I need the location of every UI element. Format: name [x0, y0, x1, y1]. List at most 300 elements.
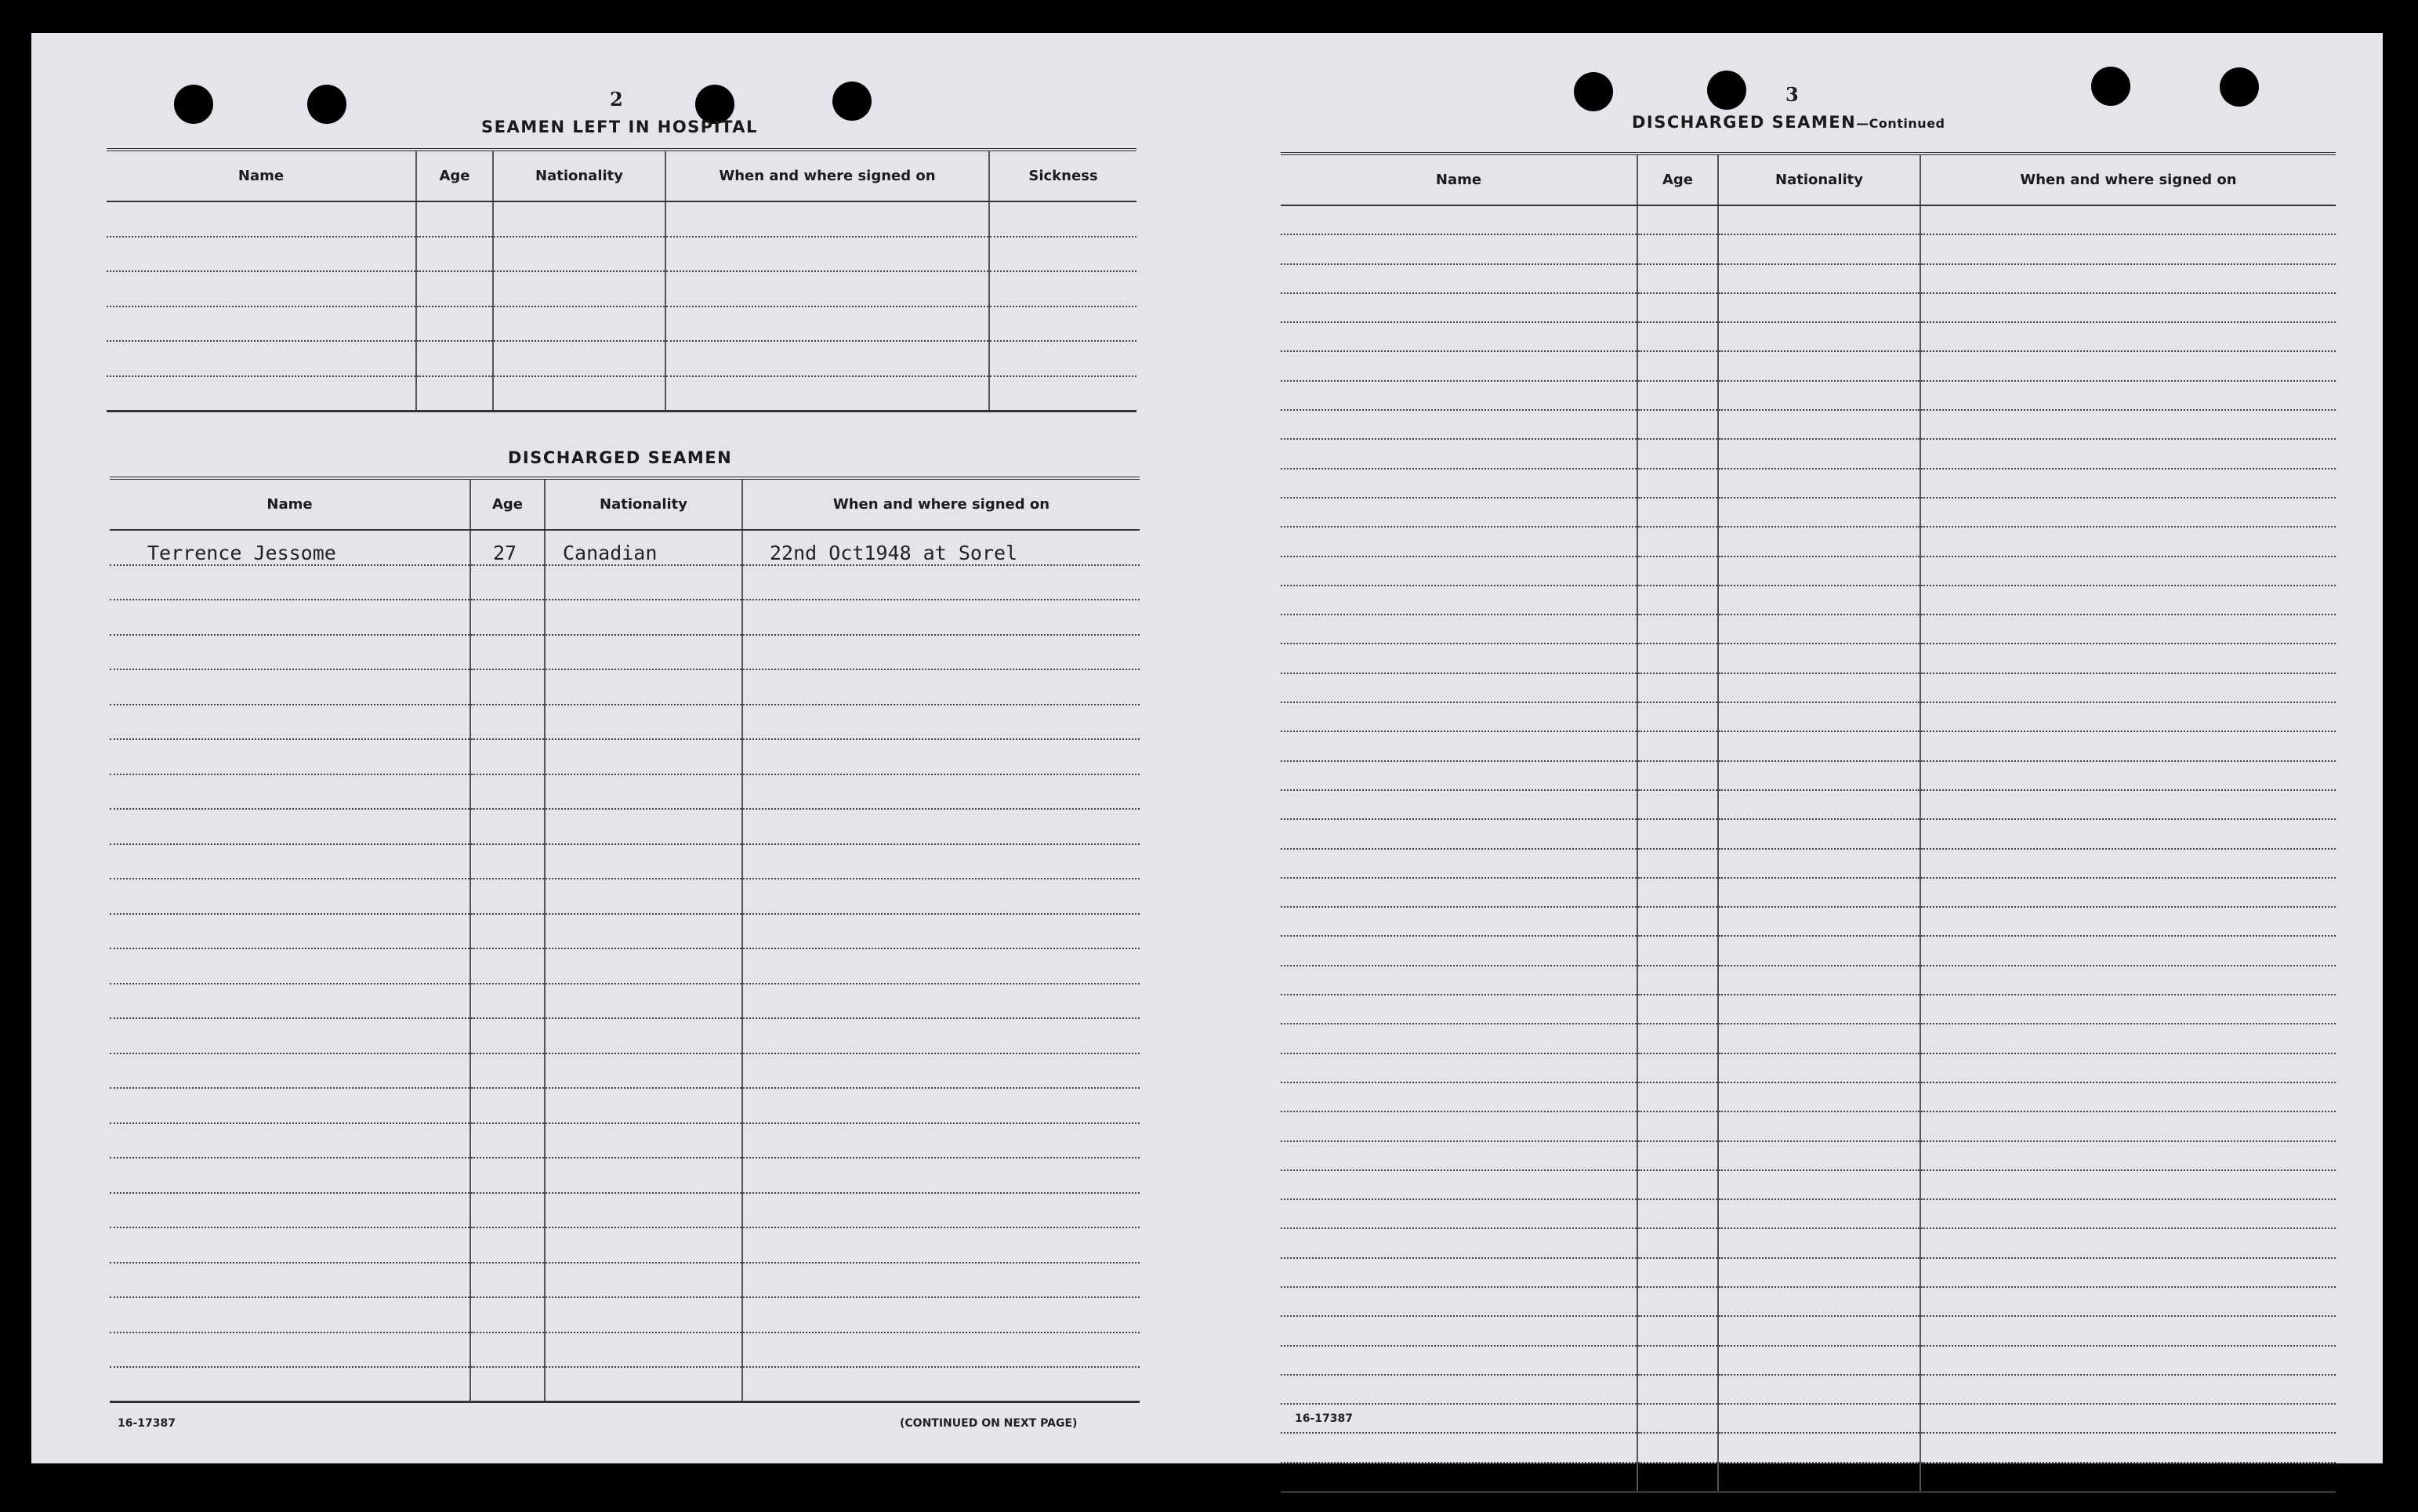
- discharged-cell: [545, 669, 742, 705]
- discharged-continued-cell: [1920, 1433, 2336, 1462]
- discharged-cell: [470, 948, 545, 984]
- discharged-continued-cell: [1281, 234, 1637, 263]
- discharged-cell: [742, 739, 1140, 774]
- column-header-when-and-where-signed-on: When and where signed on: [742, 478, 1140, 530]
- discharged-continued-cell: [1281, 1053, 1637, 1082]
- table-row: [110, 1193, 1140, 1228]
- discharged-continued-cell: [1281, 1346, 1637, 1375]
- discharged-cell: [110, 1123, 470, 1158]
- table-row: [110, 1088, 1140, 1123]
- hospital-cell: [665, 237, 989, 272]
- table-row: [110, 739, 1140, 774]
- discharged-cell: [545, 1123, 742, 1158]
- discharged-continued-cell: [1637, 849, 1718, 878]
- table-row: [110, 1053, 1140, 1089]
- hospital-cell: [989, 306, 1136, 342]
- hospital-cell: [493, 376, 665, 412]
- column-header-age: Age: [416, 150, 493, 201]
- discharged-cell: 27: [470, 530, 545, 565]
- column-header-age: Age: [1637, 154, 1718, 205]
- discharged-continued-cell: [1718, 1346, 1920, 1375]
- discharged-continued-table: [1281, 152, 2336, 1493]
- discharged-continued-cell: [1718, 1141, 1920, 1170]
- discharged-continued-cell: [1718, 527, 1920, 556]
- discharged-cell: [110, 1227, 470, 1263]
- discharged-continued-cell: [1637, 907, 1718, 936]
- discharged-cell: [470, 1088, 545, 1123]
- discharged-continued-cell: [1281, 966, 1637, 995]
- discharged-cell: [545, 1227, 742, 1263]
- table-row: [110, 1158, 1140, 1193]
- discharged-continued-cell: [1920, 1463, 2336, 1492]
- hospital-cell: [416, 237, 493, 272]
- table-row: [1281, 936, 2336, 965]
- discharged-cell: [545, 1018, 742, 1053]
- discharged-cell: [545, 879, 742, 914]
- table-row: [110, 565, 1140, 600]
- discharged-cell: [742, 809, 1140, 844]
- discharged-continued-cell: [1920, 322, 2336, 351]
- discharged-continued-cell: [1637, 1316, 1718, 1345]
- discharged-continued-cell: [1920, 1082, 2336, 1111]
- hospital-cell: [416, 306, 493, 342]
- discharged-continued-cell: [1920, 819, 2336, 848]
- table-row: [110, 705, 1140, 740]
- discharged-continued-cell: [1281, 1199, 1637, 1228]
- column-header-nationality: Nationality: [545, 478, 742, 530]
- discharged-continued-cell: [1718, 586, 1920, 615]
- table-row: [1281, 469, 2336, 498]
- right-section-title: [1632, 113, 1945, 132]
- discharged-cell: [470, 914, 545, 949]
- table-row: [110, 1333, 1140, 1368]
- discharged-continued-cell: [1718, 907, 1920, 936]
- hospital-cell: [493, 341, 665, 376]
- discharged-cell: [545, 984, 742, 1019]
- discharged-cell: [470, 600, 545, 635]
- discharged-continued-cell: [1281, 673, 1637, 702]
- discharged-cell: [110, 1018, 470, 1053]
- discharged-continued-cell: [1718, 381, 1920, 410]
- discharged-continued-cell: [1281, 761, 1637, 790]
- discharged-cell: [545, 1193, 742, 1228]
- table-row: [1281, 878, 2336, 907]
- discharged-continued-cell: [1920, 790, 2336, 819]
- discharged-cell: [545, 1297, 742, 1333]
- table-row: [1281, 819, 2336, 848]
- discharged-continued-cell: [1920, 1375, 2336, 1404]
- discharged-continued-cell: [1637, 557, 1718, 586]
- discharged-cell: [110, 948, 470, 984]
- discharged-continued-cell: [1637, 498, 1718, 527]
- table-row: [1281, 1433, 2336, 1462]
- discharged-continued-cell: [1281, 702, 1637, 731]
- discharged-continued-cell: [1718, 498, 1920, 527]
- table-row: [1281, 439, 2336, 468]
- table-row: [1281, 1404, 2336, 1433]
- discharged-continued-cell: [1718, 673, 1920, 702]
- table-row: [110, 984, 1140, 1019]
- discharged-continued-cell: [1637, 1346, 1718, 1375]
- table-row: [1281, 702, 2336, 731]
- discharged-cell: [470, 879, 545, 914]
- discharged-continued-cell: [1637, 586, 1718, 615]
- hospital-cell: [107, 201, 416, 237]
- table-row: [1281, 1375, 2336, 1404]
- discharged-cell: [742, 705, 1140, 740]
- discharged-continued-cell: [1718, 1111, 1920, 1140]
- column-header-sickness: Sickness: [989, 150, 1136, 201]
- discharged-cell: [110, 1263, 470, 1298]
- discharged-cell: [110, 879, 470, 914]
- discharged-cell: [742, 1367, 1140, 1402]
- table-row: [1281, 644, 2336, 673]
- discharged-cell: [470, 739, 545, 774]
- hospital-cell: [107, 271, 416, 306]
- discharged-continued-cell: [1920, 1111, 2336, 1140]
- discharged-cell: [470, 1158, 545, 1193]
- discharged-continued-cell: [1637, 1404, 1718, 1433]
- discharged-continued-cell: [1281, 819, 1637, 848]
- discharged-continued-cell: [1920, 702, 2336, 731]
- discharged-continued-cell: [1718, 1463, 1920, 1492]
- discharged-continued-cell: [1281, 439, 1637, 468]
- discharged-continued-cell: [1718, 469, 1920, 498]
- table-row: [110, 669, 1140, 705]
- discharged-cell: [110, 1053, 470, 1089]
- discharged-continued-cell: [1718, 1053, 1920, 1082]
- discharged-continued-cell: [1718, 1228, 1920, 1257]
- punch-hole: [307, 85, 346, 124]
- discharged-continued-cell: [1281, 1170, 1637, 1199]
- column-header-name: Name: [107, 150, 416, 201]
- table-row: [107, 376, 1136, 412]
- discharged-cell: [742, 1053, 1140, 1089]
- table-row: [1281, 1287, 2336, 1316]
- discharged-continued-cell: [1637, 673, 1718, 702]
- discharged-continued-cell: [1637, 1375, 1718, 1404]
- discharged-continued-cell: [1637, 936, 1718, 965]
- discharged-continued-cell: [1920, 1199, 2336, 1228]
- discharged-cell: [742, 1263, 1140, 1298]
- discharged-continued-cell: [1920, 1170, 2336, 1199]
- discharged-continued-cell: [1637, 731, 1718, 760]
- table-row: [1281, 907, 2336, 936]
- discharged-continued-cell: [1718, 790, 1920, 819]
- discharged-continued-cell: [1920, 1258, 2336, 1287]
- discharged-continued-cell: [1637, 1170, 1718, 1199]
- discharged-cell: [742, 1018, 1140, 1053]
- table-row: [110, 530, 1140, 565]
- hospital-table: [107, 148, 1136, 412]
- hospital-cell: [665, 271, 989, 306]
- punch-hole: [832, 82, 872, 121]
- right-section-title-text: DISCHARGED SEAMEN: [1632, 113, 1857, 132]
- discharged-continued-cell: [1281, 995, 1637, 1024]
- discharged-continued-cell: [1718, 1375, 1920, 1404]
- discharged-cell: [470, 635, 545, 670]
- discharged-cell: [110, 809, 470, 844]
- discharged-cell: [110, 600, 470, 635]
- hospital-cell: [665, 201, 989, 237]
- discharged-continued-cell: [1637, 205, 1718, 234]
- discharged-continued-cell: [1637, 615, 1718, 644]
- table-row: [110, 774, 1140, 810]
- discharged-continued-cell: [1718, 849, 1920, 878]
- discharged-continued-cell: [1281, 615, 1637, 644]
- discharged-continued-cell: [1281, 1258, 1637, 1287]
- discharged-table: [110, 477, 1140, 1403]
- table-row: [1281, 1053, 2336, 1082]
- discharged-continued-cell: [1718, 995, 1920, 1024]
- discharged-continued-cell: [1718, 264, 1920, 293]
- table-row: [1281, 731, 2336, 760]
- discharged-cell: [545, 635, 742, 670]
- discharged-continued-cell: [1718, 439, 1920, 468]
- right-section-title-suffix: —Continued: [1856, 116, 1945, 131]
- discharged-cell: [470, 1227, 545, 1263]
- table-row: [110, 1263, 1140, 1298]
- discharged-cell: [545, 948, 742, 984]
- discharged-continued-cell: [1920, 234, 2336, 263]
- table-row: [107, 306, 1136, 342]
- page-number-right: 3: [1785, 83, 1799, 106]
- hospital-cell: [989, 201, 1136, 237]
- discharged-continued-cell: [1637, 1082, 1718, 1111]
- discharged-cell: [470, 809, 545, 844]
- hospital-cell: [493, 271, 665, 306]
- discharged-continued-cell: [1281, 1228, 1637, 1257]
- table-row: [110, 809, 1140, 844]
- discharged-cell: [545, 809, 742, 844]
- form-number-left: 16-17387: [118, 1417, 176, 1430]
- table-row: [110, 879, 1140, 914]
- discharged-cell: [470, 1333, 545, 1368]
- discharged-continued-cell: [1281, 644, 1637, 673]
- discharged-continued-cell: [1637, 1024, 1718, 1053]
- discharged-continued-cell: [1718, 644, 1920, 673]
- discharged-continued-cell: [1718, 731, 1920, 760]
- table-row: [1281, 381, 2336, 410]
- discharged-cell: [470, 1053, 545, 1089]
- discharged-continued-cell: [1637, 1199, 1718, 1228]
- discharged-cell: [470, 705, 545, 740]
- punch-hole: [1574, 72, 1613, 111]
- punch-hole: [2091, 67, 2130, 106]
- discharged-continued-cell: [1920, 293, 2336, 322]
- table-row: [1281, 557, 2336, 586]
- table-row: [1281, 1346, 2336, 1375]
- discharged-continued-cell: [1718, 1258, 1920, 1287]
- discharged-continued-cell: [1281, 205, 1637, 234]
- table-row: [1281, 527, 2336, 556]
- discharged-continued-cell: [1281, 790, 1637, 819]
- discharged-continued-cell: [1920, 1316, 2336, 1345]
- discharged-continued-cell: [1637, 1053, 1718, 1082]
- discharged-cell: [110, 984, 470, 1019]
- discharged-continued-cell: [1281, 264, 1637, 293]
- discharged-cell: [110, 1333, 470, 1368]
- discharged-continued-cell: [1920, 907, 2336, 936]
- hospital-cell: [107, 376, 416, 412]
- table-row: [1281, 234, 2336, 263]
- discharged-cell: [110, 1297, 470, 1333]
- discharged-continued-cell: [1920, 966, 2336, 995]
- discharged-continued-cell: [1718, 322, 1920, 351]
- table-row: [1281, 498, 2336, 527]
- discharged-cell: [110, 705, 470, 740]
- discharged-continued-cell: [1637, 469, 1718, 498]
- discharged-continued-cell: [1281, 498, 1637, 527]
- discharged-continued-cell: [1281, 557, 1637, 586]
- discharged-cell: [742, 565, 1140, 600]
- table-row: [1281, 1228, 2336, 1257]
- discharged-continued-cell: [1281, 849, 1637, 878]
- discharged-cell: [110, 1193, 470, 1228]
- discharged-cell: [110, 914, 470, 949]
- hospital-cell: [665, 341, 989, 376]
- table-row: [1281, 1111, 2336, 1140]
- table-row: [110, 914, 1140, 949]
- discharged-continued-cell: [1281, 1141, 1637, 1170]
- table-row: [1281, 615, 2336, 644]
- discharged-cell: [470, 1123, 545, 1158]
- discharged-cell: 22nd Oct1948 at Sorel: [742, 530, 1140, 565]
- discharged-section-title: DISCHARGED SEAMEN: [508, 448, 733, 467]
- discharged-continued-cell: [1637, 878, 1718, 907]
- hospital-cell: [416, 376, 493, 412]
- table-row: [110, 1123, 1140, 1158]
- discharged-cell: [545, 1053, 742, 1089]
- discharged-cell: [470, 1193, 545, 1228]
- table-row: [107, 271, 1136, 306]
- table-row: [1281, 351, 2336, 380]
- discharged-cell: [110, 1088, 470, 1123]
- column-header-nationality: Nationality: [493, 150, 665, 201]
- discharged-continued-cell: [1718, 1316, 1920, 1345]
- table-row: [1281, 1199, 2336, 1228]
- discharged-cell: [742, 1123, 1140, 1158]
- discharged-cell: [742, 879, 1140, 914]
- discharged-cell: [110, 844, 470, 879]
- table-row: [110, 635, 1140, 670]
- discharged-continued-cell: [1637, 1287, 1718, 1316]
- table-row: [1281, 1316, 2336, 1345]
- discharged-cell: [545, 1088, 742, 1123]
- discharged-cell: [470, 669, 545, 705]
- discharged-continued-cell: [1920, 995, 2336, 1024]
- discharged-continued-cell: [1281, 527, 1637, 556]
- table-row: [110, 1297, 1140, 1333]
- table-row: [110, 1018, 1140, 1053]
- discharged-cell: [742, 1333, 1140, 1368]
- column-header-name: Name: [1281, 154, 1637, 205]
- discharged-continued-cell: [1281, 293, 1637, 322]
- discharged-continued-cell: [1281, 586, 1637, 615]
- discharged-cell: [545, 1367, 742, 1402]
- discharged-continued-cell: [1920, 439, 2336, 468]
- column-header-name: Name: [110, 478, 470, 530]
- discharged-continued-cell: [1920, 586, 2336, 615]
- table-row: [110, 1367, 1140, 1402]
- discharged-cell: [470, 1018, 545, 1053]
- discharged-continued-cell: [1281, 1433, 1637, 1462]
- discharged-cell: Canadian: [545, 530, 742, 565]
- discharged-continued-cell: [1920, 1346, 2336, 1375]
- discharged-cell: [742, 844, 1140, 879]
- discharged-continued-cell: [1920, 469, 2336, 498]
- table-row: [1281, 322, 2336, 351]
- discharged-cell: [545, 705, 742, 740]
- discharged-continued-cell: [1637, 966, 1718, 995]
- discharged-cell: [110, 1367, 470, 1402]
- discharged-continued-cell: [1637, 293, 1718, 322]
- discharged-cell: [110, 739, 470, 774]
- table-row: [107, 237, 1136, 272]
- discharged-continued-cell: [1920, 731, 2336, 760]
- discharged-cell: [470, 844, 545, 879]
- table-row: [110, 1227, 1140, 1263]
- table-row: [1281, 1141, 2336, 1170]
- hospital-cell: [989, 237, 1136, 272]
- discharged-cell: [470, 1297, 545, 1333]
- table-row: [1281, 673, 2336, 702]
- table-row: [1281, 264, 2336, 293]
- discharged-continued-cell: [1718, 702, 1920, 731]
- hospital-section-title: SEAMEN LEFT IN HOSPITAL: [481, 118, 758, 136]
- discharged-cell: [470, 1367, 545, 1402]
- column-header-when-and-where-signed-on: When and where signed on: [665, 150, 989, 201]
- discharged-continued-cell: [1718, 1082, 1920, 1111]
- table-row: [1281, 1082, 2336, 1111]
- discharged-continued-cell: [1920, 644, 2336, 673]
- discharged-continued-cell: [1637, 1111, 1718, 1140]
- discharged-cell: [545, 1158, 742, 1193]
- discharged-continued-cell: [1637, 819, 1718, 848]
- discharged-cell: [742, 669, 1140, 705]
- discharged-continued-cell: [1281, 1024, 1637, 1053]
- discharged-continued-cell: [1718, 1170, 1920, 1199]
- hospital-cell: [493, 306, 665, 342]
- discharged-continued-cell: [1281, 1463, 1637, 1492]
- discharged-continued-cell: [1637, 351, 1718, 380]
- discharged-continued-cell: [1920, 381, 2336, 410]
- discharged-continued-cell: [1637, 527, 1718, 556]
- table-row: [107, 201, 1136, 237]
- table-row: [1281, 1258, 2336, 1287]
- discharged-continued-cell: [1920, 264, 2336, 293]
- discharged-cell: [545, 1263, 742, 1298]
- form-sheet: [31, 33, 2383, 1463]
- page-number-left: 2: [610, 88, 623, 111]
- column-header-nationality: Nationality: [1718, 154, 1920, 205]
- discharged-cell: [110, 565, 470, 600]
- hospital-cell: [416, 341, 493, 376]
- discharged-continued-cell: [1718, 1287, 1920, 1316]
- discharged-cell: [110, 635, 470, 670]
- hospital-cell: [107, 237, 416, 272]
- table-row: [1281, 761, 2336, 790]
- discharged-cell: [545, 739, 742, 774]
- discharged-cell: [742, 1193, 1140, 1228]
- discharged-cell: [110, 774, 470, 810]
- discharged-continued-cell: [1920, 498, 2336, 527]
- discharged-continued-cell: [1718, 410, 1920, 439]
- discharged-cell: [470, 984, 545, 1019]
- discharged-continued-cell: [1718, 878, 1920, 907]
- discharged-cell: [470, 774, 545, 810]
- discharged-continued-cell: [1281, 1375, 1637, 1404]
